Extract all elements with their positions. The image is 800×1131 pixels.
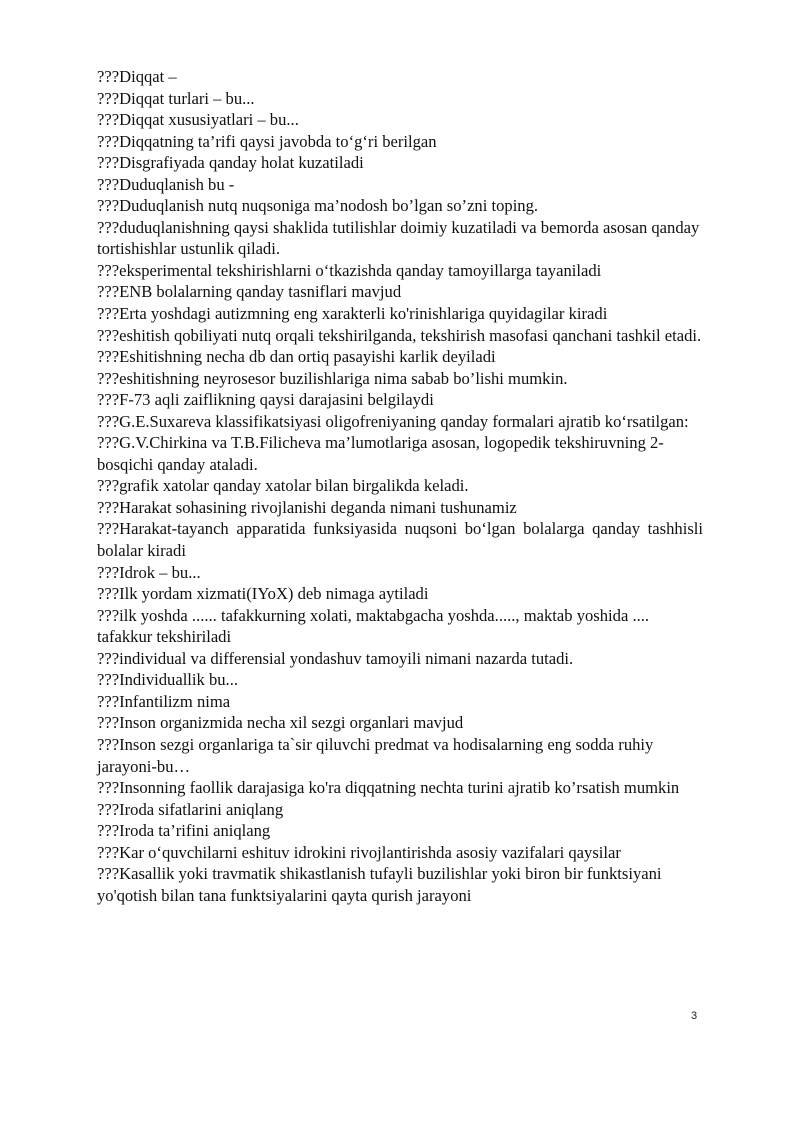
question-line: ???Disgrafiyada qanday holat kuzatiladi (97, 153, 364, 173)
question-line: ???Iroda sifatlarini aniqlang (97, 799, 284, 819)
question-line: ???Iroda ta’rifini aniqlang (97, 821, 271, 841)
question-line: ???F-73 aqli zaiflikning qaysi darajasini belgilaydi (97, 390, 434, 410)
question-line: ???Individuallik bu... (97, 670, 239, 690)
question-list (97, 66, 703, 906)
question-line: ???Diqqat xususiyatlari – bu... (97, 110, 299, 130)
question-line: ???Eshitishning necha db dan ortiq pasayishi karlik deyiladi (97, 347, 496, 367)
question-line: ???ilk yoshda ...... tafakkurning xolati, maktabgacha yoshda....., maktab yoshida .... tafakkur tekshiriladi (97, 605, 650, 647)
question-line: ???Harakat-tayanch apparatida funksiyasida nuqsoni bo‘lgan bolalarga qanday tashhisli bolalar kiradi (97, 519, 703, 561)
question-line: ???Diqqatning ta’rifi qaysi javobda to‘g‘ri berilgan (97, 131, 437, 151)
question-line: ???Duduqlanish nutq nuqsoniga ma’nodosh bo’lgan so’zni toping. (97, 196, 539, 216)
question-line: ???Kasallik yoki travmatik shikastlanish tufayli buzilishlar yoki biron bir funktsiyani yo'qotish bilan tana funktsiyalarini qayta qurish jarayoni (97, 864, 662, 905)
question-line: ???Erta yoshdagi autizmning eng xarakterli ko'rinishlariga quyidagilar kiradi (97, 304, 608, 324)
question-line: ???Inson organizmida necha xil sezgi organlari mavjud (97, 713, 464, 733)
question-line: ???eksperimental tekshirishlarni o‘tkazishda qanday tamoyillarga tayaniladi (97, 260, 602, 280)
question-line: ???grafik xatolar qanday xatolar bilan birgalikda keladi. (97, 476, 469, 496)
question-line: ???Duduqlanish bu - (97, 174, 235, 194)
question-line: ???ENB bolalarning qanday tasniflari mavjud (97, 282, 402, 302)
question-line: ???Idrok – bu... (97, 562, 201, 582)
question-line: ???Infantilizm nima (97, 691, 231, 711)
question-line: ???Inson sezgi organlariga ta`sir qiluvchi predmat va hodisalarning eng sodda ruhiy jarayoni-bu… (97, 734, 654, 776)
question-line: ???Ilk yordam xizmati(IYoX) deb nimaga aytiladi (97, 584, 429, 604)
question-line: ???Harakat sohasining rivojlanishi deganda nimani tushunamiz (97, 497, 517, 517)
question-line: ???eshitish qobiliyati nutq orqali tekshirilganda, tekshirish masofasi qanchani tashkil etadi. (97, 325, 702, 345)
question-line: ???G.E.Suxareva klassifikatsiyasi oligofreniyaning qanday formalari ajratib ko‘rsatilgan: (97, 411, 689, 431)
question-line: ???Diqqat turlari – bu... (97, 88, 255, 108)
page-number: 3 (691, 1010, 698, 1022)
question-line: ???G.V.Chirkina va T.B.Filicheva ma’lumotlariga asosan, logopedik tekshiruvning 2-bosqichi qanday ataladi. (97, 433, 664, 474)
question-line: ???duduqlanishning qaysi shaklida tutilishlar doimiy kuzatiladi va bemorda asosan qanday tortishishlar ustunlik qiladi. (97, 217, 700, 259)
question-line: ???eshitishning neyrosesor buzilishlariga nima sabab bo’lishi mumkin. (97, 368, 568, 388)
question-line: ???Diqqat – (97, 67, 177, 86)
question-line: ???Insonning faollik darajasiga ko'ra diqqatning nechta turini ajratib ko’rsatish mumkin (97, 778, 680, 798)
question-line: ???Kar o‘quvchilarni eshituv idrokini rivojlantirishda asosiy vazifalari qaysilar (97, 842, 621, 862)
question-line: ???individual va differensial yondashuv tamoyili nimani nazarda tutadi. (97, 648, 574, 668)
